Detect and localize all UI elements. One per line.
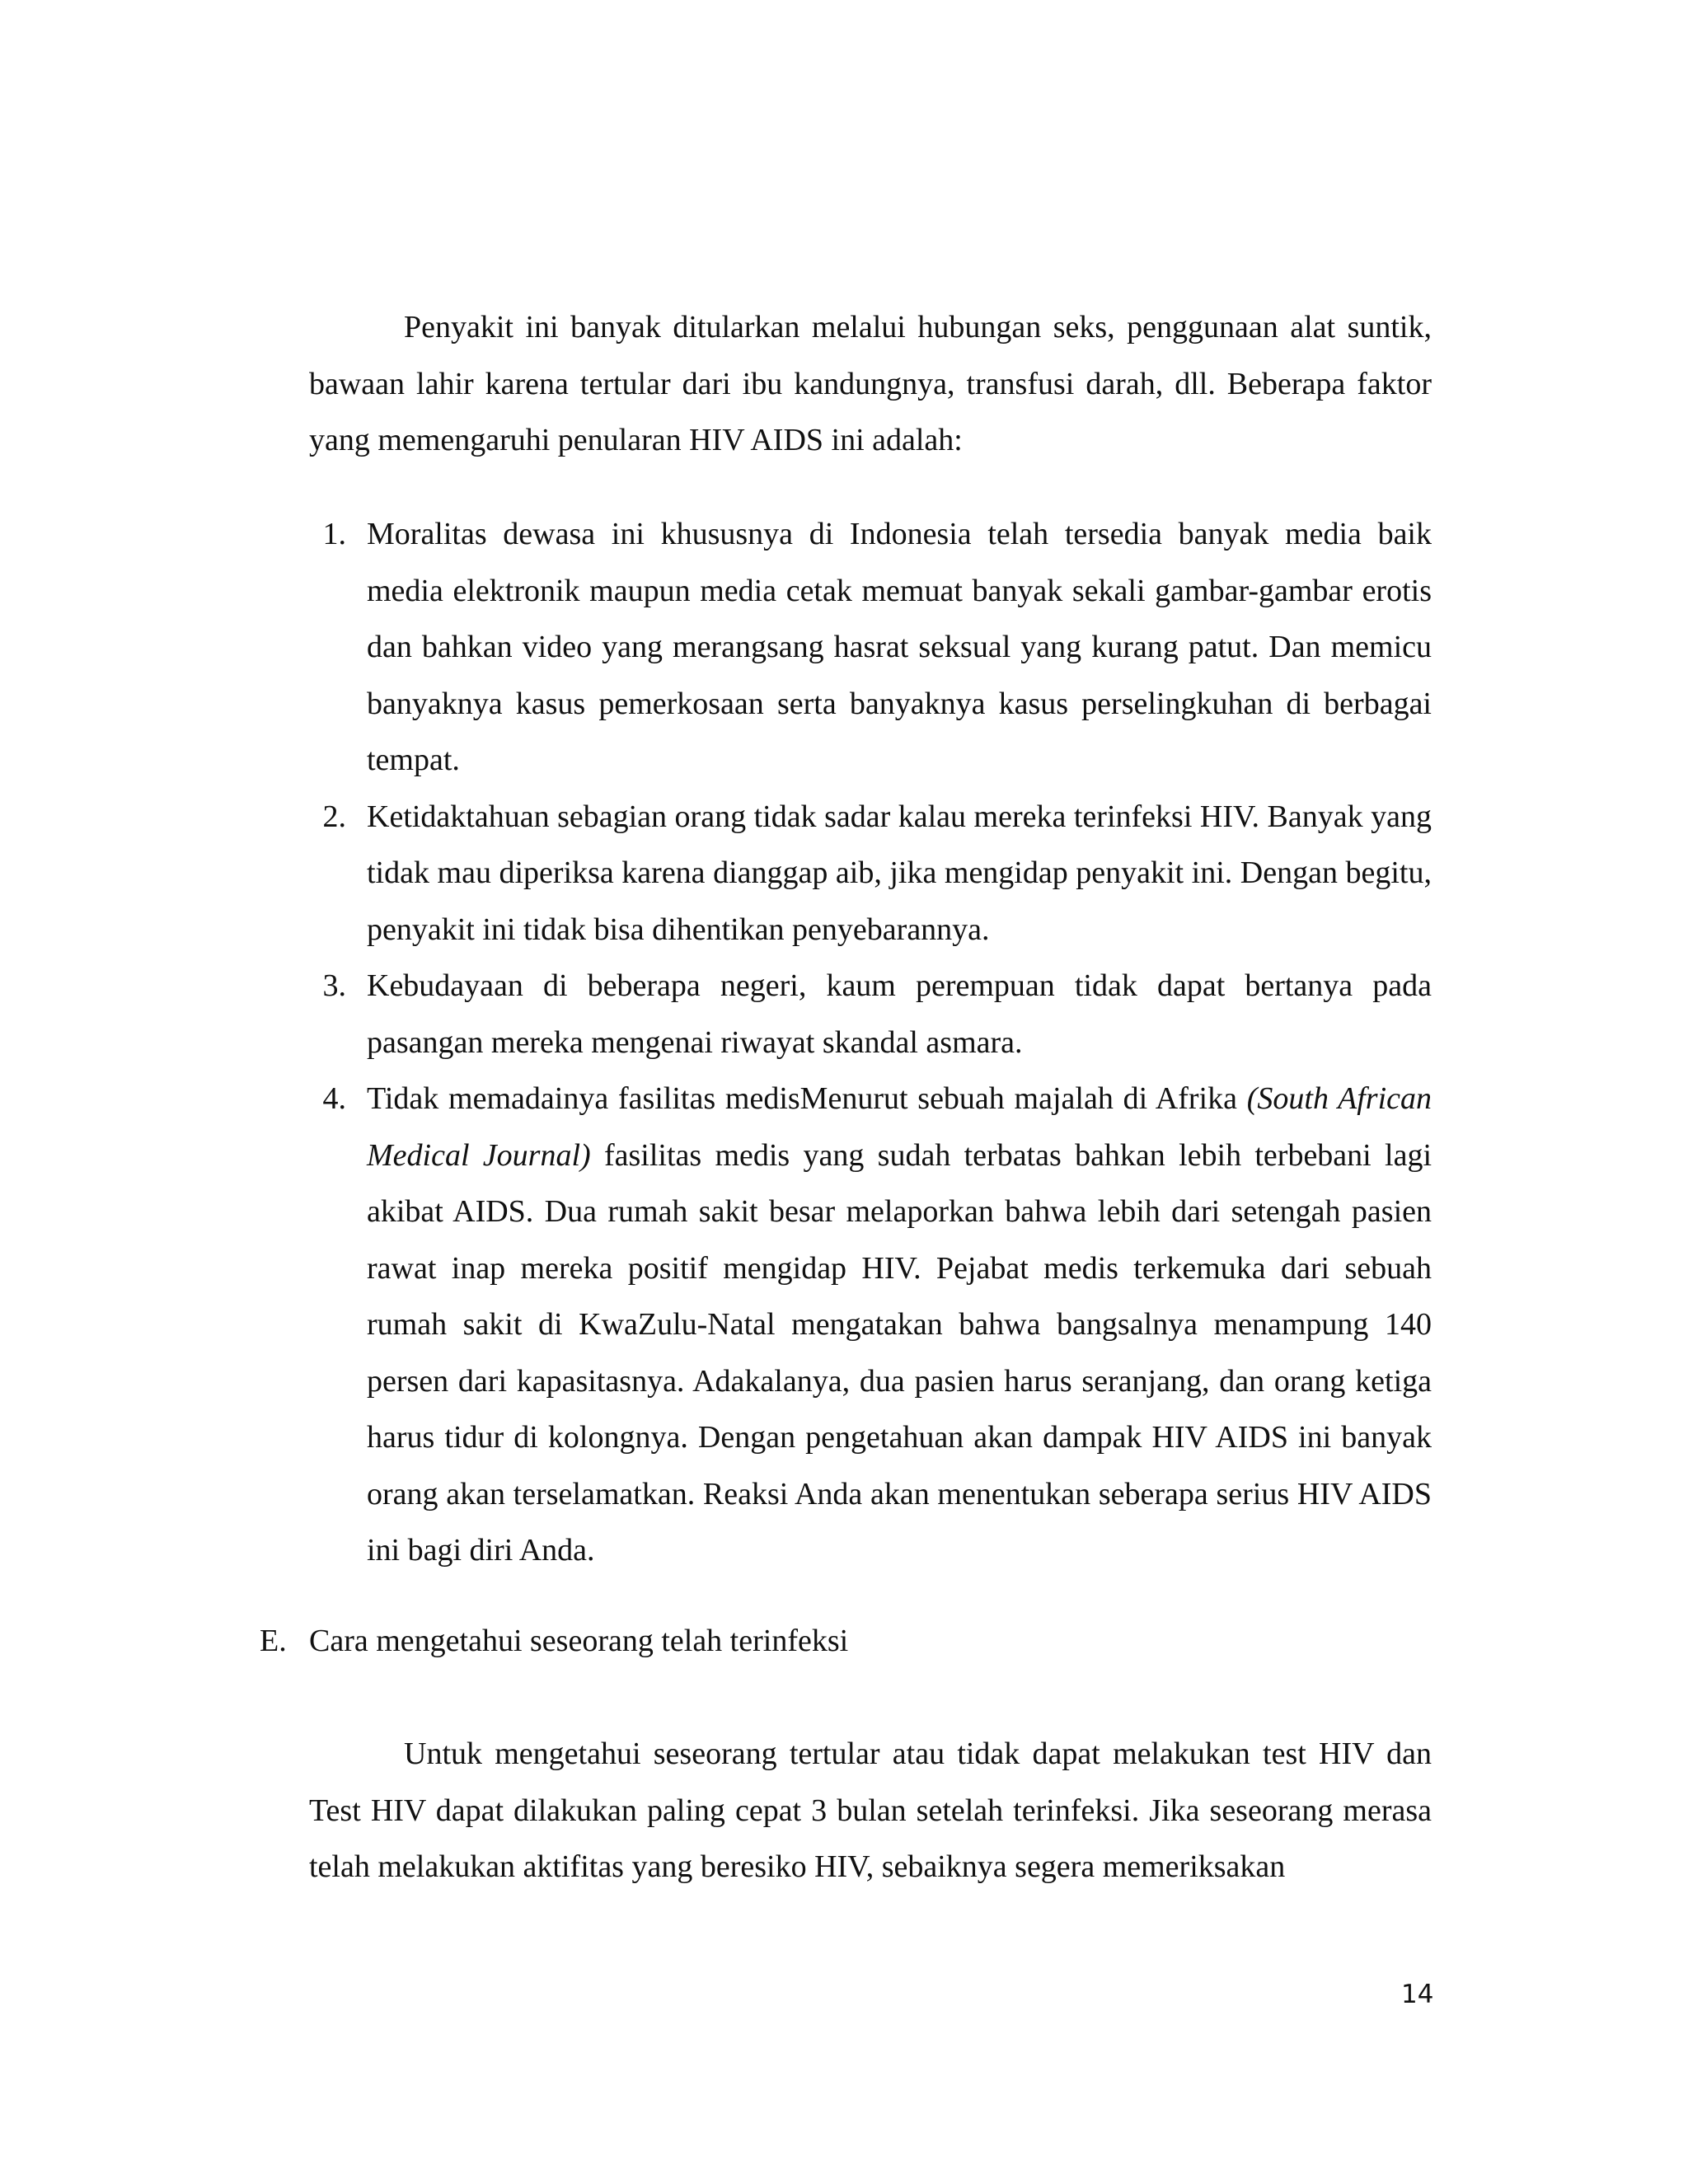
list-item [309,789,1432,958]
page-number: 14 [1401,1980,1434,2009]
factor-list [309,506,1432,1579]
list-item-text: Ketidaktahuan sebagian orang tidak sadar kalau mereka terinfeksi HIV. Banyak yang tidak mau diperiksa karena dianggap aib, jika mengidap penyakit ini. Dengan begitu, penyakit ini tidak bisa dihentikan penyebarannya. [367,799,1432,947]
section-heading-e [260,1613,848,1670]
list-item-text-before: Tidak memadainya fasilitas medisMenurut sebuah majalah di Afrika [367,1081,1247,1116]
journal-title-italic: (South African Medical Journal) [367,1081,1432,1173]
list-item-number: 2. [322,799,346,834]
intro-paragraph: Penyakit ini banyak ditularkan melalui hubungan seks, penggunaan alat suntik, bawaan lahir karena tertular dari ibu kandungnya, transfusi darah, dll. Beberapa faktor yang memengaruhi penularan HIV AIDS ini adalah: [309,310,1432,457]
section-letter: E. [260,1624,287,1658]
list-item-text-after: fasilitas medis yang sudah terbatas bahkan lebih terbebani lagi akibat AIDS. Dua rumah sakit besar melaporkan bahwa lebih dari setengah pasien rawat inap mereka positif mengidap HIV. Pejabat medis terkemuka dari sebuah rumah sakit di KwaZulu-Natal mengatakan bahwa bangsalnya menampung 140 persen dari kapasitasnya. Adakalanya, dua pasien harus seranjang, dan orang ketiga harus tidur di kolongnya. Dengan pengetahuan akan dampak HIV AIDS ini banyak orang akan terselamatkan. Reaksi Anda akan menentukan seberapa serius HIV AIDS ini bagi diri Anda. [367,1137,1432,1568]
list-item-text: Kebudayaan di beberapa negeri, kaum perempuan tidak dapat bertanya pada pasangan mereka mengenai riwayat skandal asmara. [367,968,1432,1060]
list-item [309,958,1432,1071]
list-item [309,1071,1432,1579]
list-item-number: 1. [322,517,346,551]
list-item-text: Moralitas dewasa ini khususnya di Indonesia telah tersedia banyak media baik media elektronik maupun media cetak memuat banyak sekali gambar-gambar erotis dan bahkan video yang merangsang hasrat seksual yang kurang patut. Dan memicu banyaknya kasus pemerkosaan serta banyaknya kasus perselingkuhan di berbagai tempat. [367,517,1432,777]
list-item-text [367,1081,1432,1568]
list-item [309,506,1432,789]
body-paragraph: Untuk mengetahui seseorang tertular atau tidak dapat melakukan test HIV dan Test HIV dapat dilakukan paling cepat 3 bulan setelah terinfeksi. Jika seseorang merasa telah melakukan aktifitas yang beresiko HIV, sebaiknya segera memeriksakan [309,1736,1432,1884]
list-item-number: 3. [322,968,346,1003]
list-item-number: 4. [322,1081,346,1116]
section-title: Cara mengetahui seseorang telah terinfeksi [309,1624,849,1658]
